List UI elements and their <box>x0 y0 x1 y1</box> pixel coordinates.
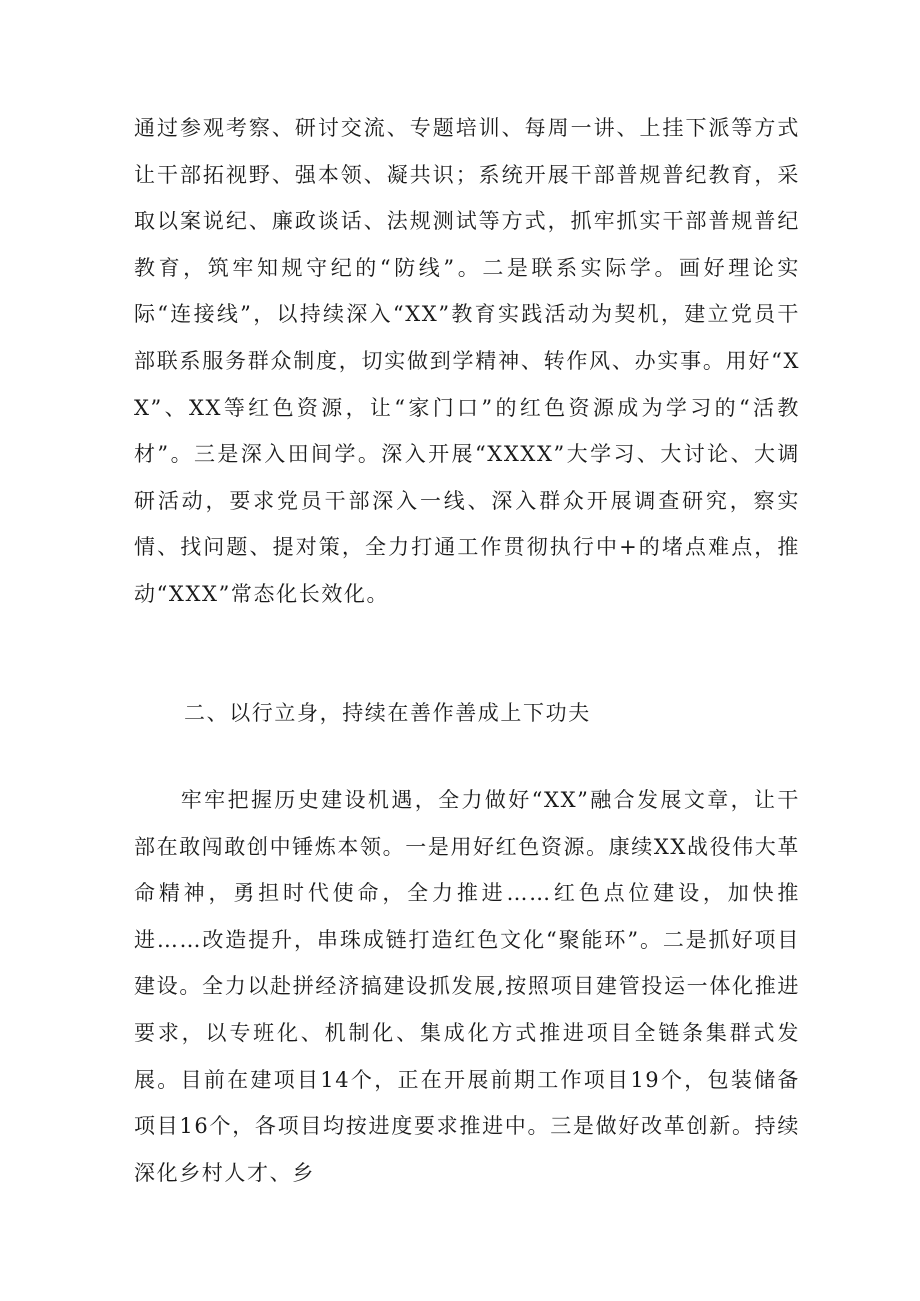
section-heading: 二、以行立身，持续在善作善成上下功夫 <box>184 701 591 725</box>
body-paragraph-continued: 通过参观考察、研讨交流、专题培训、每周一讲、上挂下派等方式让干部拓视野、强本领、凝共识；系统开展干部普规普纪教育，采取以案说纪、廉政谈话、法规测试等方式，抓牢抓实干部普规普纪教育，筑牢知规守纪的“防线”。二是联系实际学。画好理论实际“连接线”，以持续深入“XX”教育实践活动为契机，建立党员干部联系服务群众制度，切实做到学精神、转作风、办实事。用好“XX”、XX等红色资源，让“家门口”的红色资源成为学习的“活教材”。三是深入田间学。深入开展“XXXX”大学习、大讨论、大调研活动，要求党员干部深入一线、深入群众开展调查研究，察实情、找问题、提对策，全力打通工作贯彻执行中+的堵点难点，推动“XXX”常态化长效化。 <box>134 116 800 606</box>
body-paragraph: 牢牢把握历史建设机遇，全力做好“XX”融合发展文章，让干部在敢闯敢创中锤炼本领。一是用好红色资源。康续XX战役伟大革命精神，勇担时代使命，全力推进……红色点位建设，加快推进……改造提升，串珠成链打造红色文化“聚能环”。二是抓好项目建设。全力以赴拼经济搞建设抓发展,按照项目建管投运一体化推进要求，以专班化、机制化、集成化方式推进项目全链条集群式发展。目前在建项目14个，正在开展前期工作项目19个，包装储备项目16个，各项目均按进度要求推进中。三是做好改革创新。持续深化乡村人才、乡 <box>134 788 800 1185</box>
